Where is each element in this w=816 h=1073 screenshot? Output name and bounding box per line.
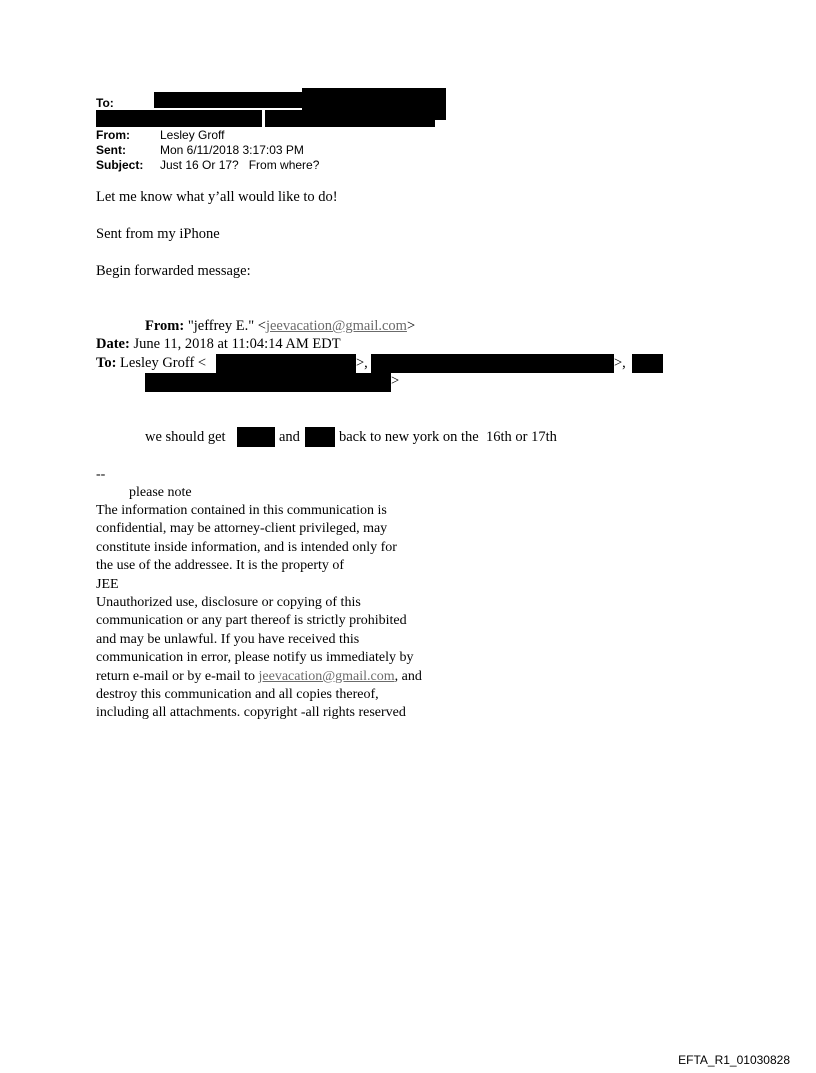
fwd-from-label: From: <box>145 318 185 334</box>
message-part: we should get <box>145 429 226 445</box>
fwd-to-line <box>96 355 206 372</box>
disclaimer-block <box>96 502 422 723</box>
fwd-from-email-link[interactable]: jeevacation@gmail.com <box>265 318 407 334</box>
subject-value: Just 16 Or 17? From where? <box>160 158 320 172</box>
disclaimer-line: Unauthorized use, disclosure or copying of this <box>96 595 361 611</box>
fwd-from-name: "jeffrey E." < <box>187 318 266 334</box>
disclaimer-line: communication or any part thereof is strictly prohibited <box>96 613 407 629</box>
disclaimer-return-line <box>96 668 422 686</box>
sent-label: Sent: <box>96 143 126 157</box>
fwd-to-value: Lesley Groff < <box>120 355 207 371</box>
redaction-block <box>96 110 262 127</box>
fwd-date-label: Date: <box>96 336 130 352</box>
fwd-to-label: To: <box>96 355 117 371</box>
redaction-block <box>216 354 356 373</box>
fwd-date-line <box>96 336 341 353</box>
body-line: Let me know what y’all would like to do! <box>96 189 338 205</box>
disclaimer-line: constitute inside information, and is intended only for <box>96 539 397 555</box>
body-line: Begin forwarded message: <box>96 263 251 279</box>
redaction-block <box>145 373 391 392</box>
disclaimer-line: destroy this communication and all copies thereof, <box>96 687 379 703</box>
redaction-block <box>237 427 275 447</box>
redaction-block <box>632 354 663 373</box>
from-value: Lesley Groff <box>160 128 225 142</box>
disclaimer-line: communication in error, please notify us immediately by <box>96 650 414 666</box>
disclaimer-note: please note <box>129 485 192 500</box>
to-label: To: <box>96 96 114 110</box>
fwd-to-separator: >, <box>356 355 368 371</box>
redaction-block <box>265 110 435 127</box>
from-label: From: <box>96 128 130 142</box>
disclaimer-line: JEE <box>96 576 119 592</box>
disclaimer-line: The information contained in this communication is <box>96 503 387 518</box>
redaction-block <box>154 92 304 108</box>
redaction-block <box>305 427 335 447</box>
disclaimer-line: confidential, may be attorney-client privileged, may <box>96 521 388 537</box>
document-id: EFTA_R1_01030828 <box>678 1053 790 1067</box>
disclaimer-line: including all attachments. copyright -all rights reserved <box>96 705 406 721</box>
sent-value: Mon 6/11/2018 3:17:03 PM <box>160 143 304 157</box>
return-prefix: return e-mail or by e-mail to <box>96 668 259 684</box>
body-line: Sent from my iPhone <box>96 226 220 242</box>
message-part: and <box>279 429 300 445</box>
fwd-date-value: June 11, 2018 at 11:04:14 AM EDT <box>133 336 341 352</box>
signature-dashes: -- <box>96 467 106 482</box>
fwd-to-separator: >, <box>614 355 626 371</box>
subject-label: Subject: <box>96 158 144 172</box>
fwd-to-close: > <box>391 373 400 389</box>
fwd-from-close: > <box>406 318 416 334</box>
disclaimer-line: and may be unlawful. If you have received this <box>96 631 360 647</box>
redaction-block <box>371 354 614 373</box>
disclaimer-line: the use of the addressee. It is the property of <box>96 558 345 574</box>
return-suffix: , and <box>394 668 422 684</box>
return-email-link[interactable]: jeevacation@gmail.com <box>258 668 395 684</box>
fwd-from-line <box>145 318 415 335</box>
message-part: back to new york on the 16th or 17th <box>339 429 557 445</box>
